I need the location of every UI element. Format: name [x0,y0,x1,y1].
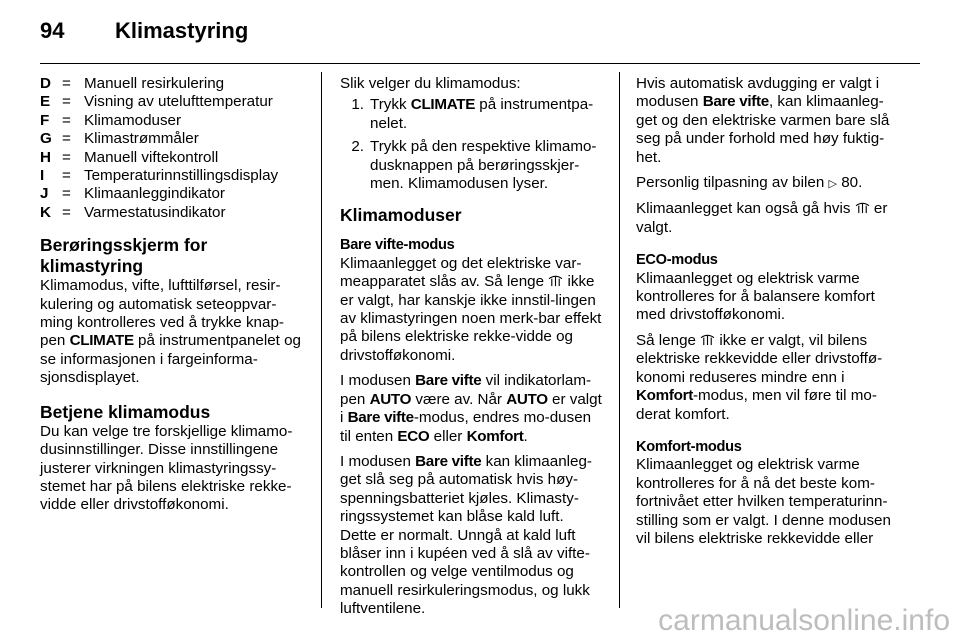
mode-label: Bare vifte [347,409,414,427]
fan-only-paragraph-6 [636,200,904,237]
text-run: 80. [836,174,863,192]
legend-key: F [40,111,50,129]
subheading-fan-only: Bare vifte-modus [340,237,455,254]
text-run: være av. Når [411,390,507,408]
step-item [340,96,604,133]
text-run: I modusen [340,452,416,470]
legend-key: K [40,203,51,221]
legend-eq: = [62,203,71,221]
fan-only-paragraph-5 [636,174,904,193]
text-run: ikke er valgt, vil bilens elektriske rekkevidde eller drivstoffø-konomi reduseres mindre enn i [636,331,883,386]
legend-eq: = [62,93,71,111]
legend-eq: = [62,75,71,92]
text-run: . [523,427,528,445]
legend-key: D [40,75,51,92]
comfort-paragraph-1: Klimaanlegget og elektrisk varme kontrolleres for å nå det beste kom-fortnivået etter hvilken temperaturinn-stilling som er valgt. I denne modusen vil bilens elektriske rekkevidde eller [636,456,891,547]
legend-eq: = [62,185,71,203]
legend-key: J [40,185,49,203]
step-number: 1. [351,96,364,114]
eco-label: ECO [397,427,430,445]
legend-eq: = [62,148,71,166]
legend-text: Manuell viftekontroll [84,148,219,166]
legend-item [40,112,308,130]
climate-button-label: CLIMATE [410,96,476,114]
ac-snowflake-icon [855,201,870,214]
legend-key: I [40,167,45,185]
page-number: 94 [40,18,65,43]
text-run: på instrumentpanelet og se informasjonen i fargeinforma-sjonsdisplayet. [40,332,302,387]
legend-list [40,75,308,222]
legend-text: Klimamoduser [84,111,182,129]
step-text: Trykk på den respektive klimamo-dusknappen på berøringsskjer-men. Klimamodusen lyser. [370,138,597,193]
legend-text: Temperaturinnstillingsdisplay [84,167,279,185]
text-run: eller [429,427,467,445]
column-3 [636,75,904,555]
legend-item [40,130,308,148]
mode-label: Bare vifte [415,452,482,470]
subheading-comfort: Komfort-modus [636,438,742,455]
comfort-label: Komfort [466,427,524,445]
subheading-eco: ECO-modus [636,252,718,269]
step-item [340,138,604,193]
page-title: Klimastyring [115,18,249,43]
comfort-label: Komfort [636,387,693,405]
mode-label: Bare vifte [415,372,482,390]
watermark: carmanualsonline.info [658,604,950,637]
text-run: kan klimaanleg-get slå seg på automatisk hvis høy-spenningsbatteriet kjøles. Klimasty-ringssystemet kan blåse kald luft. Dette er normalt. Unngå at kald luft blåser inn i kupéen ved å slå av vifte-kontrollen og velge ventilmodus og manuell resirkuleringsmodus, og lukk luftventilene. [340,452,592,618]
legend-key: H [40,148,51,166]
legend-eq: = [62,130,71,148]
eco-paragraph-1: Klimaanlegget og elektrisk varme kontrolleres for å balansere komfort med drivstofføkonomi. [636,269,875,324]
auto-label: AUTO [369,390,412,408]
legend-key: E [40,93,51,111]
climate-button-label: CLIMATE [69,332,134,350]
text-run: er valgt. [636,200,888,236]
fan-only-paragraph-3 [340,453,604,619]
page-reference-icon: ▷ [828,178,837,191]
text-run: I modusen [340,372,416,390]
text-run: -modus, endres mo-dusen til enten [340,409,592,445]
text-run: ikke er valgt, har kanskje ikke innstil-lingen av klimastyringen noen merk-bar effekt på bilens elektriske rekke-vidde og drivstofføkonomi. [340,273,602,364]
text-run: Trykk [370,96,411,114]
step-text [370,96,604,133]
legend-item [40,93,308,111]
section-heading-modes: Klimamoduser [340,205,462,226]
legend-eq: = [62,167,71,185]
section-heading-operate: Betjene klimamodus [40,401,211,422]
ac-snowflake-icon [548,274,563,287]
text-run: Klimamodus, vifte, lufttilførsel, resir-kulering og automatisk seteoppvar-ming kontrolleres ved å trykke knap-pen [40,277,284,350]
legend-text: Klimaanleggindikator [84,185,225,203]
section-heading-touchscreen: Berøringsskjerm for klimastyring [40,235,208,277]
text-run: på instrumentpa-nelet. [370,96,594,132]
step-number: 2. [351,138,364,156]
fan-only-paragraph-2 [340,372,604,446]
legend-key: G [40,130,52,148]
auto-label: AUTO [506,390,548,408]
fan-only-paragraph-1 [340,255,604,365]
eco-paragraph-2 [636,332,904,424]
text-run: Så lenge [636,331,701,349]
column-divider-1 [321,72,322,608]
touchscreen-paragraph [40,277,308,387]
text-run: -modus, men vil føre til mo-derat komfort. [636,387,877,423]
text-run: vil indikatorlam-pen [340,372,592,408]
text-run: Personlig tilpasning av bilen [636,174,829,192]
operate-paragraph: Du kan velge tre forskjellige klimamo-dusinnstillinger. Disse innstillingene justerer virkningen klimastyringssy-stemet har på bilens elektriske rekke-vidde eller drivstofføkonomi. [40,422,293,514]
legend-item [40,185,308,203]
text-run: , kan klimaanleg-get og den elektriske varmen bare slå seg på under forhold med høy fuktig-het. [636,93,890,166]
column-divider-2 [619,72,620,608]
text-run: er valgt i [340,390,602,427]
column-1 [40,75,308,522]
legend-text: Varmestatusindikator [84,203,226,221]
legend-item [40,149,308,167]
legend-text: Klimastrømmåler [84,130,199,148]
legend-item [40,204,308,222]
select-intro: Slik velger du klimamodus: [340,75,521,92]
legend-item [40,75,308,93]
ac-snowflake-icon [700,333,715,346]
text-run: Klimaanlegget kan også gå hvis [636,200,855,218]
fan-only-paragraph-4 [636,75,904,167]
mode-label: Bare vifte [702,93,769,111]
legend-text: Visning av utelufttemperatur [84,93,273,111]
steps-list [340,96,604,193]
legend-item [40,167,308,185]
column-2 [340,75,604,626]
text-run: Hvis automatisk avdugging er valgt i modusen [636,75,880,111]
legend-text: Manuell resirkulering [84,75,225,92]
text-run: Klimaanlegget og det elektriske var-meapparatet slås av. Så lenge [340,254,582,291]
legend-eq: = [62,111,71,129]
header-rule [40,63,920,64]
